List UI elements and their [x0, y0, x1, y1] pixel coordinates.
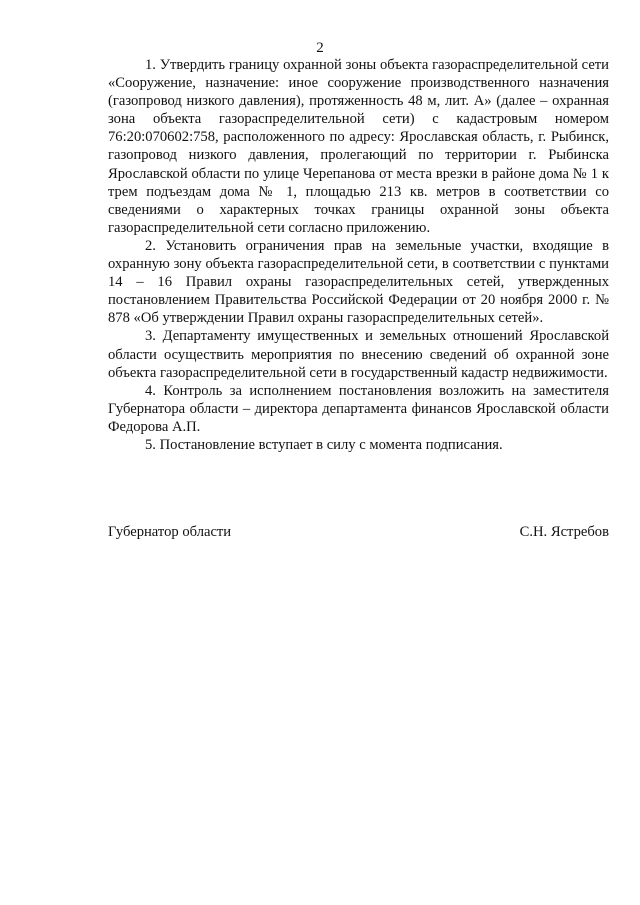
document-body	[108, 56, 609, 454]
paragraph-3: 3. Департаменту имущественных и земельных отношений Ярославской области осуществить мероприятия по внесению сведений об охранной зоне объекта газораспределительной сети в государственный кадастр недвижимости.	[108, 328, 609, 381]
paragraph-4: 4. Контроль за исполнением постановления возложить на заместителя Губернатора области – директора департамента финансов Ярославской области Федорова А.П.	[108, 382, 609, 435]
paragraph-2: 2. Установить ограничения прав на земельные участки, входящие в охранную зону объекта газораспределительной сети, в соответствии с пунктами 14 – 16 Правил охраны газораспределительных сетей, утвержденных постановлением Правительства Российской Федерации от 20 ноября 2000 г. № 878 «Об утверждении Правил охраны газораспределительных сетей».	[108, 237, 609, 327]
paragraph-1: 1. Утвердить границу охранной зоны объекта газораспределительной сети «Сооружение, назначение: иное сооружение производственного назначения (газопровод низкого давления), протяженность 48 м, лит. А» (далее – охранная зона объекта газораспределительной сети) с кадастровым номером 76:20:070602:758, расположенного по адресу: Ярославская область, г. Рыбинск, газопровод низкого давления, пролегающий по территории г. Рыбинска Ярославской области по улице Черепанова от места врезки в районе дома № 1 к трем подъездам дома № 1, площадью 213 кв. метров в соответствии со сведениями о характерных точках границы охранной зоны объекта газораспределительной сети согласно приложению.	[108, 57, 609, 236]
signatory-title: Губернатор области	[108, 524, 232, 540]
signatory-name: С.Н. Ястребов	[519, 524, 609, 540]
page-number: 2	[316, 40, 324, 56]
signature-block	[108, 523, 609, 543]
paragraph-5: 5. Постановление вступает в силу с момента подписания.	[145, 436, 503, 453]
